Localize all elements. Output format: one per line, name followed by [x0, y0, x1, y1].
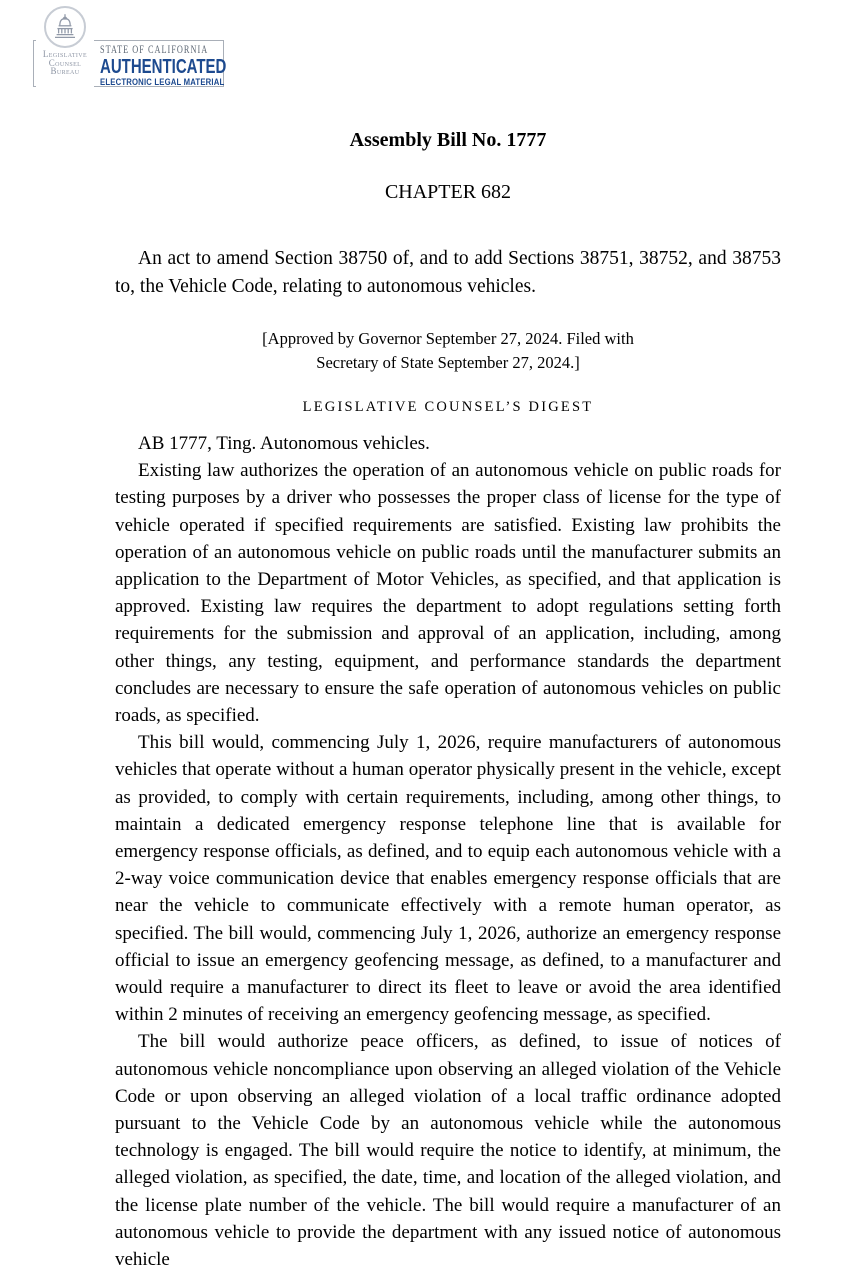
bill-title: Assembly Bill No. 1777 — [349, 129, 547, 151]
digest-heading: LEGISLATIVE COUNSEL’S DIGEST — [302, 399, 594, 415]
capitol-dome-icon — [44, 6, 86, 48]
seal-org-line: Bureau — [50, 66, 80, 76]
approval-note — [115, 327, 781, 374]
authenticated-label: AUTHENTICATED — [100, 56, 227, 78]
approval-line-2: Secretary of State September 27, 2024.] — [316, 352, 580, 372]
seal-org-line: Legislative — [42, 49, 88, 59]
digest-paragraph-peace-officers: The bill would authorize peace officers, as defined, to issue of notices of autonomous vehicle noncompliance upon observing an alleged violation of the Vehicle Code or upon observing an alleged violation of a local traffic ordinance adopted pursuant to the Vehicle Code by an autonomous vehicle while the autonomous technology is engaged. The bill would require the notice to identify, at minimum, the alleged violation, as specified, the date, time, and location of the alleged violation, and the license plate number of the vehicle. The bill would require a manufacturer of an autonomous vehicle to provide the department with any issued notice of autonomous vehicle — [115, 1031, 781, 1271]
legislative-counsel-seal — [36, 6, 94, 90]
act-summary: An act to amend Section 38750 of, and to add Sections 38751, 38752, and 38753 to, the Vehicle Code, relating to autonomous vehicles. — [115, 248, 781, 297]
digest-paragraph-intro: AB 1777, Ting. Autonomous vehicles. — [138, 433, 430, 454]
chapter-heading: CHAPTER 682 — [384, 181, 512, 203]
digest-paragraph-existing-law: Existing law authorizes the operation of an autonomous vehicle on public roads for testing purposes by a driver who possesses the proper class of license for the type of vehicle operated if specified requirements are satisfied. Existing law prohibits the operation of an autonomous vehicle on public roads until the manufacturer submits an application to the Department of Motor Vehicles, as specified, and that application is approved. Existing law requires the department to adopt regulations setting forth requirements for the submission and approval of an application, including, among other things, any testing, equipment, and performance standards the department concludes are necessary to ensure the safe operation of autonomous vehicles on public roads, as specified. — [115, 460, 781, 727]
seal-org-line: Counsel — [48, 57, 82, 68]
digest-paragraph-bill-requirements: This bill would, commencing July 1, 2026, require manufacturers of autonomous vehicles that operate without a human operator physically present in the vehicle, except as provided, to comply with certain requirements, including, among other things, to maintain a dedicated emergency response telephone line that is available for emergency response officials, as defined, and to equip each autonomous vehicle with a 2-way voice communication device that enables emergency response officials that are near the vehicle to communicate effectively with a remote human operator, as specified. The bill would, commencing July 1, 2026, authorize an emergency response official to issue an emergency geofencing message, as defined, to a manufacturer and would require a manufacturer to direct its fleet to leave or avoid the area identified within 2 minutes of receiving an emergency geofencing message, as specified. — [115, 732, 781, 1026]
authentication-header — [0, 0, 260, 100]
approval-line-1: [Approved by Governor September 27, 2024. Filed with — [262, 329, 634, 348]
electronic-legal-material-label: ELECTRONIC LEGAL MATERIAL — [100, 77, 225, 87]
authentication-badge-text — [100, 44, 227, 87]
seal-organization-name — [36, 50, 94, 76]
state-of-california-label: STATE OF CALIFORNIA — [100, 44, 209, 56]
bill-content — [115, 128, 781, 1272]
